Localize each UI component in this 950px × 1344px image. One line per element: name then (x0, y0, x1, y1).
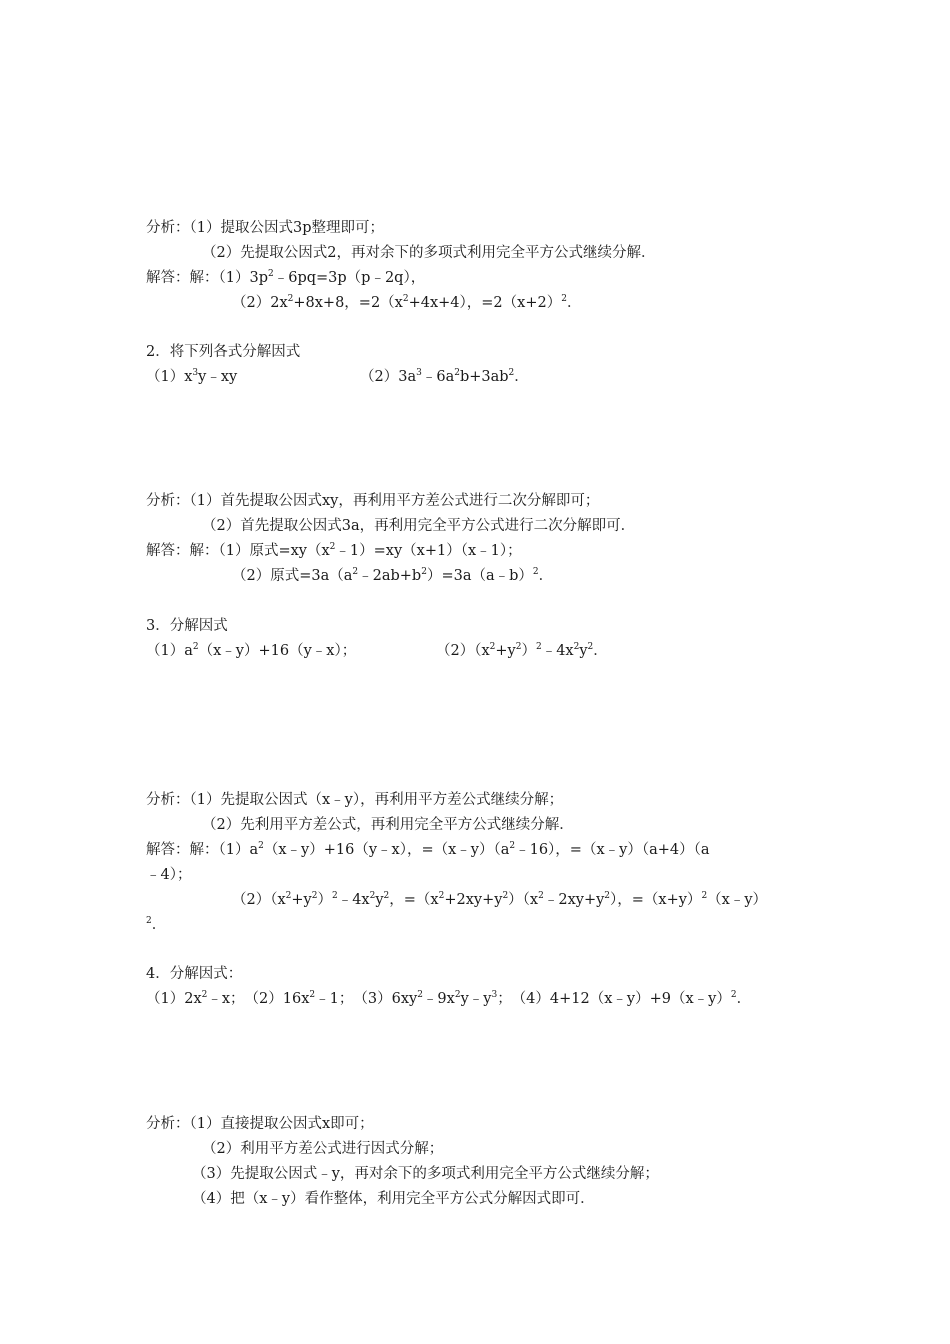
analysis-line: （2）利用平方差公式进行因式分解； (202, 1141, 444, 1157)
solution-line: $(2)2x^2+8x+8$，$=2(x^2+4x+4)$，$=2(x+2)^2$． (232, 294, 582, 311)
analysis-line: （4）把（x﹣y）看作整体，利用完全平方公式分解因式即可． (192, 1191, 595, 1207)
solution-line: ﹣4）； (146, 867, 192, 883)
question-item: $(2)3a^3﹣6a^2b+3ab^2$． (360, 368, 529, 385)
question-item: $(1)x^3y﹣xy$ (146, 368, 238, 385)
question-title: 3．分解因式 (146, 618, 228, 634)
analysis-line: （3）先提取公因式﹣y，再对余下的多项式利用完全平方公式继续分解； (192, 1166, 659, 1182)
solution-line: 解答：解：$(1)a^2(x﹣y)+16(y﹣x)$，$=(x﹣y)(a^2﹣16)$，=（x﹣y）（a+4）（a (146, 841, 710, 858)
solution-line: （2）原式$=3a(a^2﹣2ab+b^2)=3a(a﹣b)^2$． (232, 567, 554, 584)
solution-line: $(2)(x^2+y^2)^2﹣4x^2y^2$，$=(x^2+2xy+y^2)(x^2﹣2xy+y^2)$，$=(x+y)^2(x﹣y)$ (232, 891, 768, 908)
question-title: 2．将下列各式分解因式 (146, 344, 301, 360)
analysis-line: 分析：（1）首先提取公因式xy，再利用平方差公式进行二次分解即可； (146, 493, 600, 509)
analysis-line: 分析：（1）提取公因式3p整理即可； (146, 220, 384, 236)
solution-line: 解答：解：$(1)3p^2﹣6pq=3p(p﹣2q)$， (146, 269, 426, 286)
question-title: 4．分解因式： (146, 966, 243, 982)
analysis-line: （2）先提取公因式2，再对余下的多项式利用完全平方公式继续分解． (202, 245, 656, 261)
analysis-line: 分析：（1）直接提取公因式x即可； (146, 1116, 374, 1132)
solution-line: $^2$． (146, 916, 167, 933)
analysis-line: 分析：（1）先提取公因式（x﹣y），再利用平方差公式继续分解； (146, 792, 564, 808)
question-item: $(1)a^2(x﹣y)+16(y﹣x)$； (146, 642, 357, 659)
analysis-line: （2）首先提取公因式3a，再利用完全平方公式进行二次分解即可． (202, 518, 636, 534)
analysis-line: （2）先利用平方差公式，再利用完全平方公式继续分解． (202, 817, 574, 833)
question-item: $(1)2x^2﹣x$； $(2)16x^2﹣1$； $(3)6xy^2﹣9x^2y﹣y^3$； （4）4+12（x﹣y）+9（x﹣y）$^2$． (146, 990, 752, 1007)
question-item: $(2)(x^2+y^2)^2﹣4x^2y^2$． (436, 642, 608, 659)
solution-line: 解答：解：（1）原式$=xy(x^2﹣1)=xy(x+1)(x﹣1)$； (146, 542, 522, 559)
